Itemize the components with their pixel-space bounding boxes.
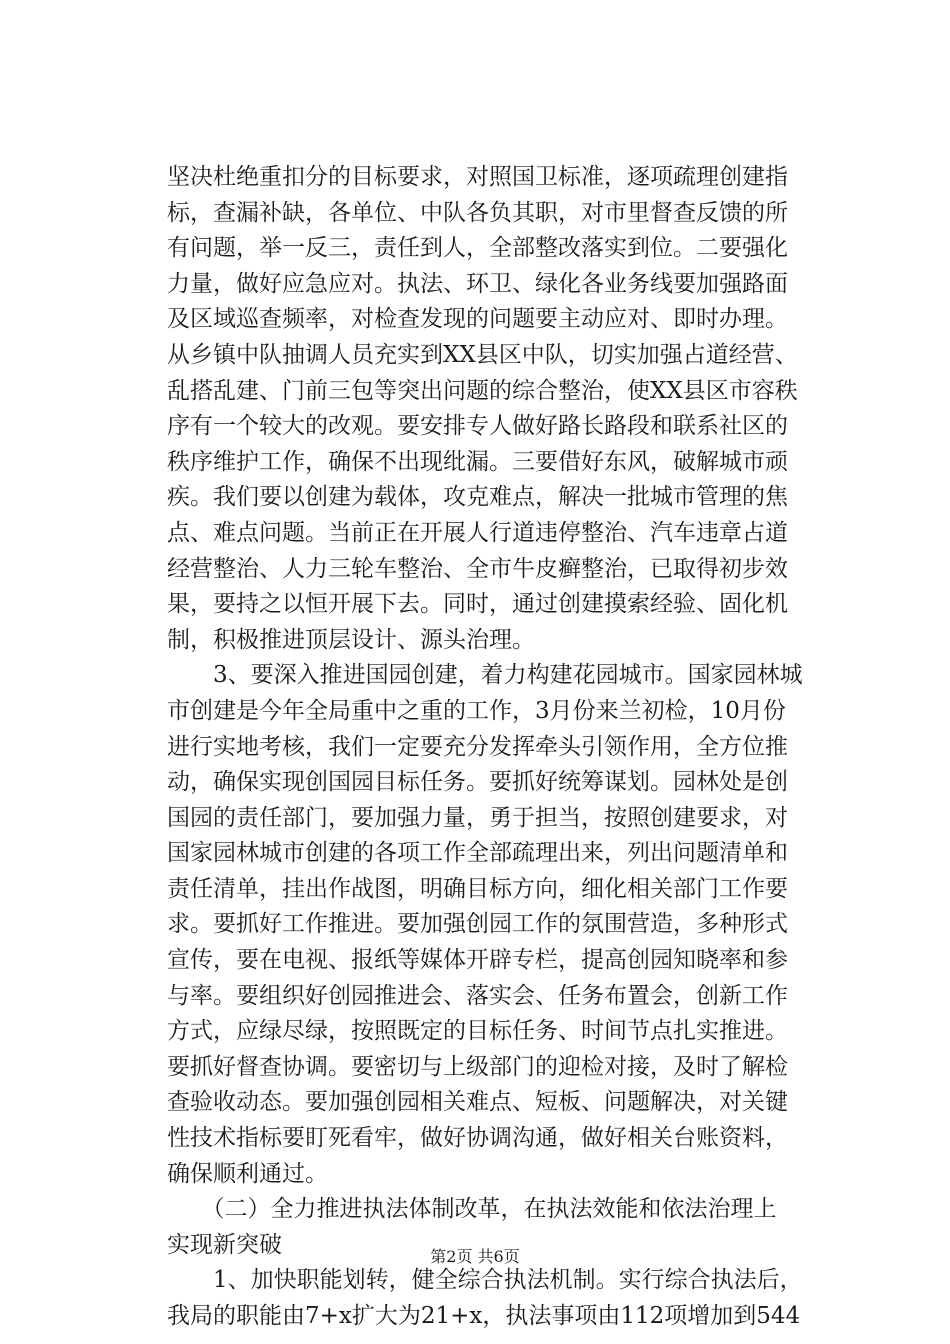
paragraph: [167, 160, 847, 658]
text-line: 果，要持之以恒开展下去。同时，通过创建摸索经验、固化机: [167, 591, 788, 618]
text-line: 与率。要组织好创园推进会、落实会、任务布置会，创新工作: [167, 982, 788, 1009]
text-line: 1、加快职能划转，健全综合执法机制。实行综合执法后，: [167, 1267, 803, 1294]
text-line: 宣传，要在电视、报纸等媒体开辟专栏，提高创园知晓率和参: [167, 947, 788, 974]
text-line: 序有一个较大的改观。要安排专人做好路长路段和联系社区的: [167, 413, 788, 440]
text-line: 国家园林城市创建的各项工作全部疏理出来，列出问题清单和: [167, 840, 788, 867]
text-line: 市创建是今年全局重中之重的工作，3月份来兰初检，10月份: [167, 697, 786, 724]
text-line: 查验收动态。要加强创园相关难点、短板、问题解决，对关键: [167, 1089, 788, 1116]
page-footer: 第2页 共6页: [430, 1247, 520, 1266]
text-line: 性技术指标要盯死看牢，做好协调沟通，做好相关台账资料，: [167, 1125, 788, 1152]
text-line: 3、要深入推进国园创建，着力构建花园城市。国家园林城: [167, 662, 803, 689]
text-line: 疾。我们要以创建为载体，攻克难点，解决一批城市管理的焦: [167, 484, 788, 511]
text-line: 求。要抓好工作推进。要加强创园工作的氛围营造，多种形式: [167, 911, 788, 938]
text-line: 我局的职能由7+x扩大为21+x，执法事项由112项增加到544: [167, 1303, 801, 1329]
text-line: 经营整治、人力三轮车整治、全市牛皮癣整治，已取得初步效: [167, 555, 788, 582]
paragraph: [167, 658, 847, 1192]
paragraph: [167, 1263, 847, 1334]
text-line: 国园的责任部门，要加强力量，勇于担当，按照创建要求，对: [167, 804, 788, 831]
text-line: 秩序维护工作，确保不出现纰漏。三要借好东风，破解城市顽: [167, 448, 788, 475]
text-line: 力量，做好应急应对。执法、环卫、绿化各业务线要加强路面: [167, 270, 788, 297]
text-line: 方式，应绿尽绿，按照既定的目标任务、时间节点扎实推进。: [167, 1018, 788, 1045]
text-line: 责任清单，挂出作战图，明确目标方向，细化相关部门工作要: [167, 875, 788, 902]
text-line: 点、难点问题。当前正在开展人行道违停整治、汽车违章占道: [167, 519, 788, 546]
text-line: 制，积极推进顶层设计、源头治理。: [167, 626, 535, 653]
text-line: 从乡镇中队抽调人员充实到XX县区中队，切实加强占道经营、: [167, 341, 798, 368]
text-line: 有问题，举一反三，责任到人，全部整改落实到位。二要强化: [167, 235, 788, 262]
text-line: 坚决杜绝重扣分的目标要求，对照国卫标准，逐项疏理创建指: [167, 164, 788, 190]
text-line: 确保顺利通过。: [167, 1160, 328, 1187]
text-line: 要抓好督查协调。要密切与上级部门的迎检对接，及时了解检: [167, 1053, 788, 1080]
document-body: [167, 160, 847, 1335]
text-line: 进行实地考核，我们一定要充分发挥牵头引领作用，全方位推: [167, 733, 788, 760]
text-line: 及区域巡查频率，对检查发现的问题要主动应对、即时办理。: [167, 306, 788, 333]
text-line: 标，查漏补缺，各单位、中队各负其职，对市里督查反馈的所: [167, 199, 788, 226]
text-line: （二）全力推进执法体制改革，在执法效能和依法治理上: [167, 1196, 777, 1223]
text-line: 动，确保实现创国园目标任务。要抓好统筹谋划。园林处是创: [167, 769, 788, 796]
text-line: 实现新突破: [167, 1231, 282, 1258]
text-line: 乱搭乱建、门前三包等突出问题的综合整治，使XX县区市容秩: [167, 377, 798, 404]
